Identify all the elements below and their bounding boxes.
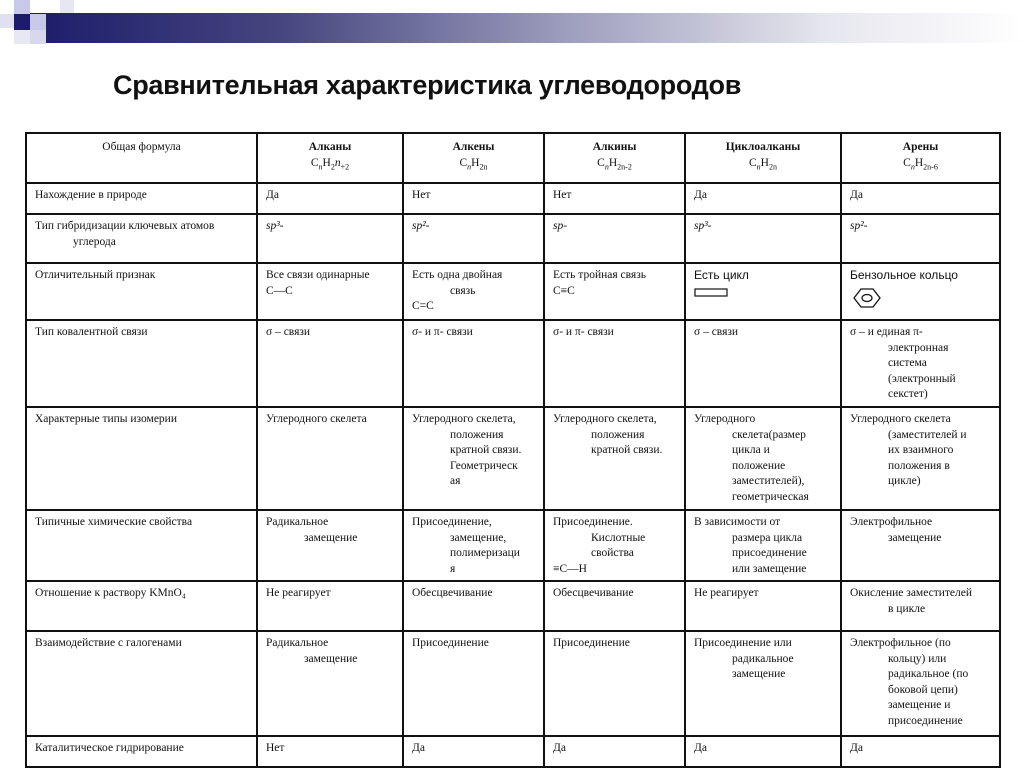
cell-text: Есть тройная связь	[553, 269, 646, 281]
table-cell	[544, 407, 685, 510]
formula-part: 2n-6	[923, 161, 938, 171]
general-formula	[266, 156, 394, 175]
formula-part: C	[310, 156, 319, 169]
decor-square	[30, 30, 46, 44]
cell-text: Электрофильное (по кольцу) или радикальное (по боковой цепи) замещение и присоединение	[850, 637, 969, 727]
cell-text: Углеродного скелета, положения кратной связи.	[553, 413, 663, 456]
table-cell	[257, 263, 403, 320]
cell-text: sp²-	[850, 220, 868, 232]
cell-text: Да	[694, 742, 707, 754]
formula-part: H	[760, 156, 769, 169]
formula-part: H	[914, 156, 924, 169]
cell-text: sp-	[553, 220, 568, 232]
header-label-cell	[26, 133, 257, 183]
table-cell	[841, 320, 1000, 407]
table-cell	[544, 736, 685, 767]
table-cell	[403, 407, 544, 510]
decor-square	[0, 14, 14, 28]
header-cell	[403, 133, 544, 183]
cell-formula: C≡C	[553, 284, 575, 297]
table-row	[26, 736, 1000, 767]
table-cell	[544, 631, 685, 736]
table-cell	[403, 183, 544, 214]
table-cell	[841, 407, 1000, 510]
formula-part: C	[459, 156, 468, 169]
cell-text: σ- и π- связи	[412, 326, 473, 338]
formula-part: n	[318, 161, 323, 171]
header-cell	[257, 133, 403, 183]
header-cell	[685, 133, 841, 183]
table-cell	[685, 631, 841, 736]
table-cell	[841, 631, 1000, 736]
table-row	[26, 183, 1000, 214]
cell-text: Да	[850, 189, 863, 201]
formula-part: n	[910, 161, 915, 171]
cell-text: Окисление заместителей в цикле	[850, 587, 973, 615]
cell-text: σ – связи	[266, 326, 311, 338]
cell-text: Есть цикл	[694, 268, 749, 282]
row-label-cell	[26, 407, 257, 510]
row-label-cell	[26, 631, 257, 736]
cell-formula: ≡C—H	[553, 562, 587, 575]
row-label: Взаимодействие с галогенами	[35, 637, 182, 649]
cell-text: Радикальное замещение	[266, 516, 358, 544]
formula-part: H	[322, 156, 331, 169]
header-gradient-bar	[30, 13, 1024, 43]
cell-text: Да	[694, 189, 707, 201]
table-cell	[685, 581, 841, 631]
cell-text: Да	[266, 189, 279, 201]
cell-text: Углеродного скелета, положения кратной связи. Геометрическ ая	[412, 413, 522, 487]
cell-formula: C=C	[412, 300, 434, 312]
formula-part: 2n	[479, 161, 488, 171]
formula-part: n	[467, 161, 472, 171]
table-cell	[685, 263, 841, 320]
cell-text: σ- и π- связи	[553, 326, 614, 338]
cell-text: sp³-	[266, 220, 284, 232]
table-cell	[257, 736, 403, 767]
table-cell	[257, 581, 403, 631]
general-formula	[694, 156, 832, 175]
cell-text: Не реагирует	[266, 587, 331, 599]
cell-text: Нет	[266, 742, 285, 754]
benzene-ring-icon	[850, 286, 991, 315]
table-cell	[841, 581, 1000, 631]
table-cell	[544, 510, 685, 581]
row-label-cell	[26, 581, 257, 631]
header-cell	[544, 133, 685, 183]
formula-part: n	[756, 161, 761, 171]
cell-formula: C—C	[266, 284, 293, 297]
cell-text: Нет	[412, 189, 431, 201]
cell-text: Присоединение	[553, 637, 630, 649]
cell-text: sp²-	[412, 220, 430, 232]
cell-text: Углеродного скелета (заместителей и их взаимного положения в цикле)	[850, 413, 967, 487]
decor-square	[14, 0, 30, 14]
cell-text: sp³-	[694, 220, 712, 232]
cell-text: σ – связи	[694, 326, 739, 338]
table-cell	[841, 183, 1000, 214]
table-cell	[841, 736, 1000, 767]
table-cell	[403, 631, 544, 736]
table-cell	[685, 320, 841, 407]
table-cell	[544, 581, 685, 631]
cell-text: Есть одна двойная связь	[412, 269, 503, 297]
formula-part: n	[334, 156, 341, 169]
cell-text: σ – и единая π- электронная система (электронный секстет)	[850, 326, 956, 400]
formula-part: +2	[340, 161, 350, 171]
row-label: Отношение к раствору KMnO₄	[35, 587, 186, 599]
table-cell	[403, 263, 544, 320]
cell-text: Присоединение	[412, 637, 489, 649]
cell-text: Все связи одинарные	[266, 269, 370, 281]
formula-part: 2n	[768, 161, 777, 171]
cell-text: Обесцвечивание	[553, 587, 634, 599]
column-name: Алкины	[592, 141, 637, 153]
cycle-rectangle-icon	[694, 286, 832, 303]
table-cell	[841, 214, 1000, 263]
formula-part: C	[749, 156, 757, 169]
cell-text: Присоединение. Кислотные свойства	[553, 516, 646, 559]
row-label: Характерные типы изомерии	[35, 413, 177, 425]
cell-text: Углеродного скелета	[266, 413, 367, 425]
column-name: Алкены	[452, 141, 495, 153]
cell-text: Радикальное замещение	[266, 637, 358, 665]
table-cell	[257, 214, 403, 263]
table-row	[26, 263, 1000, 320]
table-row	[26, 214, 1000, 263]
table-row	[26, 510, 1000, 581]
general-formula	[412, 156, 535, 175]
cell-text: Да	[553, 742, 566, 754]
comparison-table	[25, 132, 1001, 768]
formula-part: 2	[330, 161, 335, 171]
table-cell	[685, 736, 841, 767]
header-row	[26, 133, 1000, 183]
table-cell	[544, 214, 685, 263]
column-name: Алканы	[308, 141, 352, 153]
column-name: Арены	[902, 141, 939, 153]
table-cell	[257, 320, 403, 407]
row-label-cell	[26, 183, 257, 214]
table-cell	[257, 631, 403, 736]
row-label-cell	[26, 320, 257, 407]
formula-part: H	[471, 156, 480, 169]
cell-text: Присоединение или радикальное замещение	[694, 637, 794, 680]
table-cell	[544, 183, 685, 214]
table-cell	[685, 407, 841, 510]
table-row	[26, 320, 1000, 407]
general-formula	[850, 156, 991, 175]
general-formula	[553, 156, 676, 175]
header-label: Общая формула	[102, 141, 181, 153]
cell-text: В зависимости от размера цикла присоединение или замещение	[694, 516, 807, 575]
row-label: Тип ковалентной связи	[35, 326, 148, 338]
table-cell	[403, 736, 544, 767]
row-label: Каталитическое гидрирование	[35, 742, 184, 754]
cell-text: Обесцвечивание	[412, 587, 493, 599]
decor-square	[30, 14, 46, 30]
cell-text: Электрофильное замещение	[850, 516, 942, 544]
cell-text: Присоединение, замещение, полимеризаци я	[412, 516, 520, 575]
table-cell	[257, 407, 403, 510]
table-cell	[403, 214, 544, 263]
table-cell	[257, 510, 403, 581]
decor-square	[14, 30, 30, 44]
formula-part: n	[604, 161, 609, 171]
table-cell	[257, 183, 403, 214]
row-label: Тип гибридизации ключевых атомов углерода	[35, 220, 215, 248]
table-cell	[841, 263, 1000, 320]
table-cell	[403, 320, 544, 407]
row-label-cell	[26, 263, 257, 320]
table-row	[26, 581, 1000, 631]
row-label: Отличительный признак	[35, 269, 156, 281]
page-title: Сравнительная характеристика углеводородов	[113, 70, 742, 100]
row-label-cell	[26, 736, 257, 767]
table-cell	[685, 510, 841, 581]
row-label-cell	[26, 214, 257, 263]
cell-text: Да	[850, 742, 863, 754]
cell-text: Не реагирует	[694, 587, 759, 599]
cell-text: Бензольное кольцо	[850, 268, 958, 282]
column-name: Циклоалканы	[725, 141, 801, 153]
table-cell	[544, 320, 685, 407]
table-row	[26, 631, 1000, 736]
formula-part: C	[903, 156, 911, 169]
header-cell	[841, 133, 1000, 183]
cell-text: Углеродного скелета(размер цикла и положение заместителей), геометрическая	[694, 413, 809, 503]
decor-square	[60, 0, 74, 13]
table-cell	[685, 183, 841, 214]
table-cell	[403, 510, 544, 581]
table-row	[26, 407, 1000, 510]
row-label-cell	[26, 510, 257, 581]
cell-text: Да	[412, 742, 425, 754]
table-cell	[685, 214, 841, 263]
decor-square	[14, 14, 30, 30]
row-label: Типичные химические свойства	[35, 516, 193, 528]
formula-part: C	[597, 156, 605, 169]
formula-part: H	[608, 156, 618, 169]
cell-text: Нет	[553, 189, 572, 201]
table-cell	[544, 263, 685, 320]
table-cell	[403, 581, 544, 631]
row-label: Нахождение в природе	[35, 189, 147, 201]
table-cell	[841, 510, 1000, 581]
formula-part: 2n-2	[617, 161, 632, 171]
